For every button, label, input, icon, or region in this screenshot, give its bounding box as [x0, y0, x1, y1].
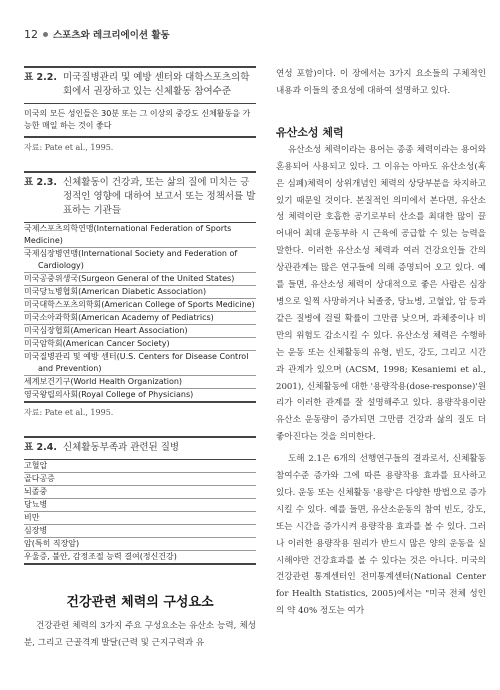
section-title: 스포츠와 레크리에이션 활동: [53, 30, 170, 41]
table-row: 비만: [24, 512, 256, 525]
row-text-continued: and Prevention): [38, 364, 102, 373]
row-text: 미국암학회(American Cancer Society): [24, 339, 170, 348]
page-number: 12: [24, 27, 38, 41]
row-text: 미국소아과학회(American Academy of Pediatrics): [24, 313, 214, 322]
table-row: [24, 286, 256, 299]
left-column: [24, 66, 256, 652]
table-row: 고혈압: [24, 460, 256, 473]
row-text-continued: Cardiology): [38, 261, 84, 270]
table-body: [24, 460, 256, 563]
table-title: [24, 173, 256, 222]
table-number: 표 2.2.: [24, 72, 57, 83]
table-row: 심장병: [24, 525, 256, 538]
table-row: [24, 351, 256, 376]
running-header: [24, 26, 170, 42]
table-number: 표 2.4.: [24, 442, 57, 453]
table-row: 당뇨병: [24, 499, 256, 512]
table-cell: 미국의 모든 성인들은 30분 또는 그 이상의 중강도 신체활동을 가능한 매일 하는 것이 좋다: [24, 109, 251, 130]
table-source: 자료: Pate et al., 1995.: [24, 143, 114, 152]
table-row: 우울증, 불안, 감정조절 능력 결여(정신건강): [24, 552, 177, 561]
table-2-2: [24, 66, 256, 153]
body-paragraph: 유산소성 체력이라는 용어는 종종 체력이라는 용어와 혼용되어 사용되고 있다. 그 이유는 아마도 유산소성(혹은 심폐)체력이 상위개념인 체력의 상당부분을 차지하고 있기 때문일 것이다. 본질적인 의미에서 본다면, 유산소성 체력이란 호흡한 공기로부터 산소를 최대한 많이 끌어내어 최대 운동부하 시 근육에 공급할 수 있는 능력을 말한다. 이러한 유산소성 체력과 여러 건강요인들 간의 상관관계는 많은 연구들에 의해 증명되어 오고 있다. 예를 들면, 유산소성 체력이 상대적으로 좋은 사람은 심장병으로 일찍 사망하거나 뇌졸중, 당뇨병, 고혈압, 암 등과 같은 질병에 걸릴 확률이 그만큼 낮으며, 과체중이나 비만의 위험도 감소시킬 수 있다. 유산소성 체력은 수행하는 운동 또는 신체활동의 유형, 빈도, 강도, 그리고 시간과 관계가 있으며 (ACSM, 1998; Kesaniemi et al., 2001), 신체활동에 대한 '용량작용(dose-response)'원리가 이러한 관계를 잘 설명해주고 있다. 용량작용이란 유산소 운동량이 증가되면 그만큼 건강과 삶의 질도 더 좋아진다는 것을 의미한다.: [276, 144, 486, 443]
table-row: [24, 273, 256, 286]
section-heading: 건강관련 체력의 구성요소: [66, 595, 214, 610]
row-text: 미국공중위생국(Surgeon General of the United States): [24, 274, 235, 283]
table-number: 표 2.3.: [24, 177, 57, 188]
row-text: 국제심장병연맹(International Society and Federation of: [24, 249, 238, 258]
table-row: [24, 325, 256, 338]
table-2-3: [24, 171, 256, 418]
table-row: [24, 338, 256, 351]
divider: [24, 563, 256, 565]
table-title: [24, 438, 256, 459]
table-row: 골다공증: [24, 473, 256, 486]
table-caption: 신체활동부족과 관련된 질병: [62, 442, 180, 453]
table-row: [24, 376, 256, 389]
table-row: [24, 312, 256, 325]
row-text: 미국당뇨병협회(American Diabetic Association): [24, 287, 207, 296]
row-text: 영국왕립의사회(Royal College of Physicians): [24, 390, 194, 399]
table-row: [24, 299, 256, 312]
table-row: 암(특히 직장암): [24, 538, 256, 551]
row-text: 국제스포츠의학연맹(International Federation of Sports Medicine): [24, 224, 232, 245]
table-body: [24, 223, 256, 401]
section-heading: 유산소성 체력: [276, 125, 344, 139]
body-paragraph: 도해 2.1은 6개의 선행연구들의 결과로서, 신체활동 참여수준 증가와 그에 따른 용량작용 효과를 묘사하고 있다. 운동 또는 신체활동 '용량'은 다양한 방법으로 증가시킬 수 있다. 예를 들면, 유산소운동의 참여 빈도, 강도, 또는 시간을 증가시켜 용량작용 효과를 볼 수 있다. 그러나 이러한 용량작용 원리가 반드시 많은 양의 운동을 실시해야만 건강효과를 볼 수 있다는 것은 아니다. 미국의 건강관련 통계센터인 전미통계센터(National Center for Health Statistics, 2005)에서는 "미국 전체 성인의 약 40% 정도는 여가: [276, 454, 486, 617]
table-source: 자료: Pate et al., 1995.: [24, 408, 114, 417]
table-row: 뇌졸중: [24, 486, 256, 499]
section-block: [24, 591, 256, 652]
right-column: [276, 66, 486, 620]
row-text: 미국심장협회(American Heart Association): [24, 326, 188, 335]
table-row: [24, 248, 256, 273]
row-text: 미국질병관리 및 예방 센터(U.S. Centers for Disease Control: [24, 352, 249, 361]
row-text: 미국대학스포츠의학회(American College of Sports Medicine): [24, 300, 255, 309]
row-text: 세계보건기구(World Health Organization): [24, 377, 183, 386]
table-caption: 미국질병관리 및 예방 센터와 대학스포츠의학회에서 권장하고 있는 신체활동 참여수준: [62, 72, 250, 97]
table-2-4: [24, 436, 256, 565]
body-paragraph: 건강관련 체력의 3가지 주요 구성요소는 유산소 능력, 체성분, 그리고 근골격계 발달(근력 및 근지구력과 유: [24, 621, 256, 648]
table-row: [24, 223, 256, 248]
table-row: [24, 389, 256, 401]
table-title: [24, 68, 256, 103]
table-caption: 신체활동이 건강과, 또는 삶의 질에 미치는 긍정적인 영향에 대하여 보고서 또는 정책서를 발표하는 기관들: [62, 177, 256, 216]
table-body: [24, 104, 256, 136]
bullet-icon: [43, 32, 48, 37]
body-paragraph: 연성 포함)이다. 이 장에서는 3가지 요소들의 구체적인 내용과 이들의 중요성에 대하여 설명하고 있다.: [276, 69, 486, 96]
